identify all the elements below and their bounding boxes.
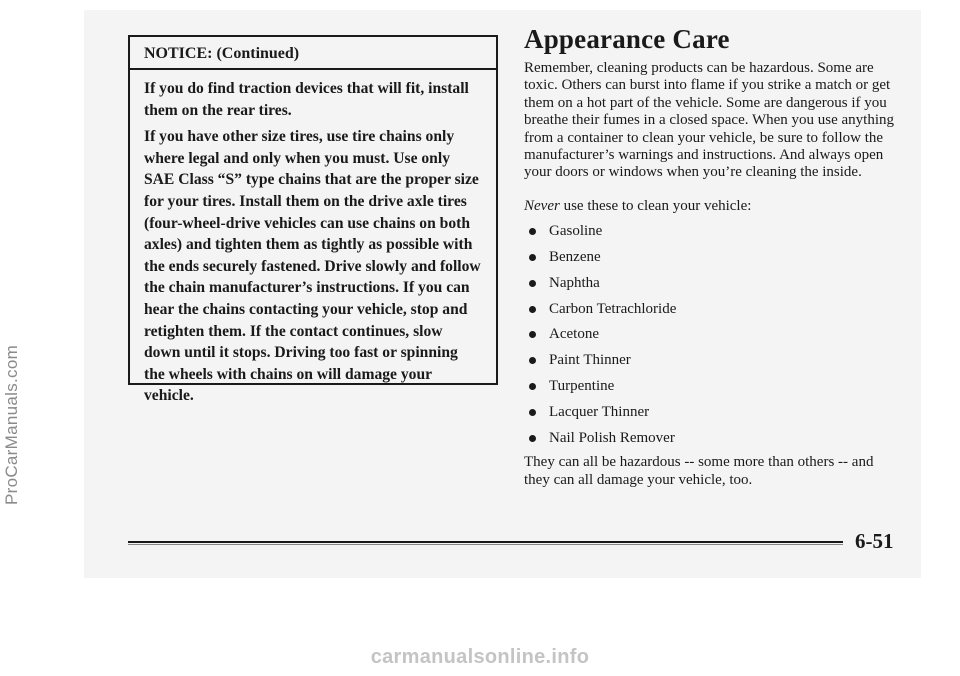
bullet-icon [529,280,536,287]
list-item-label: Benzene [549,249,601,266]
section-title: Appearance Care [524,24,730,54]
footer-rule-thin [128,544,843,545]
list-item [524,426,899,452]
side-watermark: ProCarManuals.com [2,344,21,505]
bottom-watermark: carmanualsonline.info [370,646,590,668]
list-item [524,219,899,245]
notice-box [128,35,498,405]
notice-header: NOTICE: (Continued) [130,37,496,70]
list-item-label: Carbon Tetrachloride [549,300,677,317]
bullet-icon [529,331,536,338]
intro-paragraph: Remember, cleaning products can be hazardous. Some are toxic. Others can burst into flame if you strike a match or get them on a hot part of the vehicle. Some are dangerous if you breathe their fumes in a closed space. When you use anything from a container to clean your vehicle, be sure to follow the manufacturer’s warnings and instructions. And always open your doors or windows when you’re cleaning the inside. [524,60,895,181]
closing-paragraph: They can all be hazardous -- some more than others -- and they can all damage your vehicle, too. [524,454,874,488]
bullet-icon [529,306,536,313]
list-item [524,348,899,374]
list-item [524,245,899,271]
lead-rest: use these to clean your vehicle: [559,197,752,214]
list-item-label: Lacquer Thinner [549,403,650,420]
bullet-icon [529,254,536,261]
cleaner-list [524,219,899,451]
list-item-label: Acetone [549,326,599,343]
notice-paragraph-1: If you do find traction devices that will fit, install them on the rear tires. [144,80,469,119]
list-item-label: Paint Thinner [549,352,631,369]
notice-paragraph-2: If you have other size tires, use tire chains only where legal and only when you must. Use only SAE Class “S” type chains that are the proper size for your tires. Install them on the drive axle tires (four-wheel-drive vehicles can use chains on both axles) and tighten them as tightly as possible with the ends securely fastened. Drive slowly and follow the chain manufacturer’s instructions. If you can hear the chains contacting your vehicle, stop and retighten them. If the contact continues, slow down until it stops. Driving too fast or spinning the wheels with chains on will damage your vehicle. [144,128,481,405]
bullet-icon [529,435,536,442]
list-item-label: Naphtha [549,274,600,291]
page-number: 6-51 [855,529,894,553]
bullet-icon [529,357,536,364]
list-item [524,297,899,323]
list-item [524,374,899,400]
bullet-icon [529,383,536,390]
list-lead [524,198,899,215]
list-item-label: Turpentine [549,378,615,395]
bullet-icon [529,228,536,235]
list-item [524,271,899,297]
lead-emphasis: Never [524,197,560,214]
notice-body [130,70,496,407]
list-item [524,400,899,426]
list-item-label: Gasoline [549,223,603,240]
appearance-care-column [524,60,899,489]
bullet-icon [529,409,536,416]
list-item [524,322,899,348]
footer-rule [128,541,843,543]
list-item-label: Nail Polish Remover [549,429,675,446]
